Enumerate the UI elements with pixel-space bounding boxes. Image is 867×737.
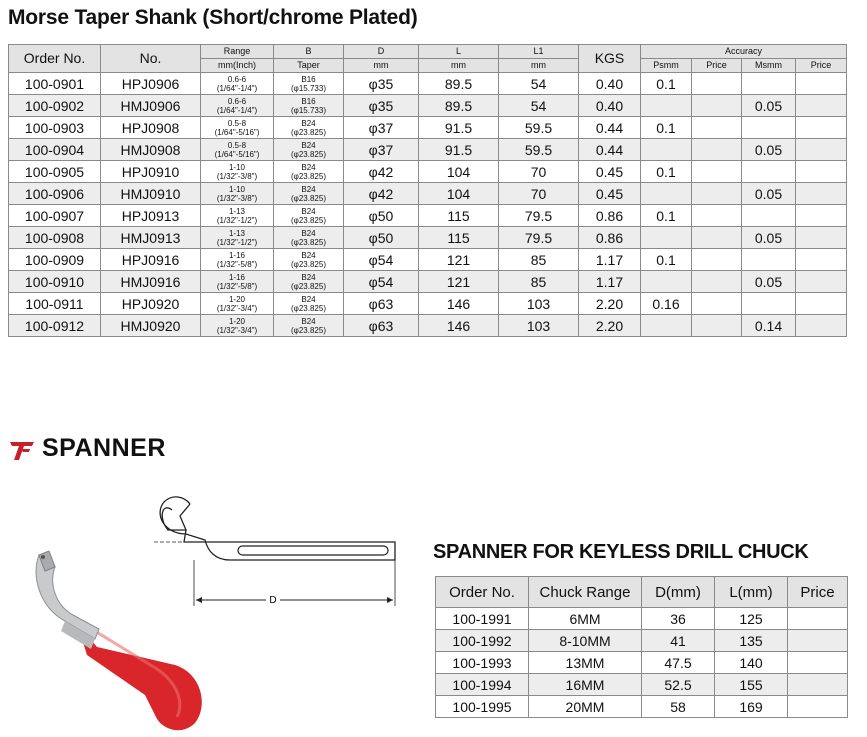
d-cell: φ42	[344, 183, 419, 205]
spanner-range-cell: 6MM	[529, 608, 642, 630]
range-cell-line: (1/32"-1/2")	[216, 215, 258, 225]
l-cell: 146	[419, 315, 499, 337]
taper-cell-line: B24	[301, 184, 316, 194]
table-row	[436, 608, 848, 630]
taper-cell	[274, 95, 344, 117]
range-cell	[201, 117, 274, 139]
l1-cell: 54	[499, 73, 579, 95]
price-cell	[692, 293, 742, 315]
taper-cell	[274, 227, 344, 249]
taper-cell-line: B24	[301, 206, 316, 216]
spanner-range-cell: 13MM	[529, 652, 642, 674]
spanner-d-cell: 52.5	[642, 674, 715, 696]
spanner-order-cell: 100-1993	[436, 652, 529, 674]
spanner-range-cell: 16MM	[529, 674, 642, 696]
l-cell: 104	[419, 183, 499, 205]
psmm-cell	[641, 271, 692, 293]
taper-cell	[274, 249, 344, 271]
page-title: Morse Taper Shank (Short/chrome Plated)	[8, 6, 418, 29]
price-cell	[796, 271, 847, 293]
range-cell	[201, 315, 274, 337]
taper-cell-line: B24	[301, 294, 316, 304]
range-cell-line: 1-20	[228, 294, 245, 304]
price-cell	[692, 95, 742, 117]
l-cell: 115	[419, 227, 499, 249]
range-cell	[201, 183, 274, 205]
l1-cell: 103	[499, 315, 579, 337]
header-price-m: Price	[796, 59, 847, 73]
taper-cell-line: B24	[301, 140, 316, 150]
taper-cell	[274, 271, 344, 293]
price-cell	[692, 161, 742, 183]
table-row	[9, 139, 847, 161]
range-cell-line: (1/32"-1/2")	[216, 237, 258, 247]
price-cell	[796, 117, 847, 139]
table-row	[436, 652, 848, 674]
l1-cell: 70	[499, 183, 579, 205]
kgs-cell: 0.45	[579, 183, 641, 205]
msmm-cell	[742, 205, 796, 227]
table-row	[436, 674, 848, 696]
taper-cell-line: (φ23.825)	[291, 325, 326, 335]
range-cell-line: (1/64"-1/4")	[216, 83, 258, 93]
taper-cell-line: B24	[301, 316, 316, 326]
taper-cell-line: B24	[301, 228, 316, 238]
range-cell-line: 0.6-6	[227, 74, 247, 84]
order-no-cell: 100-0911	[9, 293, 101, 315]
model-no-cell: HPJ0910	[101, 161, 201, 183]
model-no-cell: HPJ0913	[101, 205, 201, 227]
psmm-cell: 0.1	[641, 73, 692, 95]
range-cell-line: (1/32"-3/4")	[216, 303, 258, 313]
order-no-cell: 100-0905	[9, 161, 101, 183]
taper-cell-line: (φ23.825)	[291, 171, 326, 181]
l1-cell: 54	[499, 95, 579, 117]
spanner-heading-text: SPANNER	[42, 434, 166, 462]
header-no: No.	[101, 45, 201, 73]
d-cell: φ42	[344, 161, 419, 183]
l1-cell: 59.5	[499, 139, 579, 161]
spanner-d-cell: 36	[642, 608, 715, 630]
range-cell-line: 0.5-8	[227, 118, 247, 128]
range-cell	[201, 205, 274, 227]
price-cell	[692, 271, 742, 293]
kgs-cell: 1.17	[579, 249, 641, 271]
header-l-unit: mm	[419, 59, 499, 73]
spanner-order-cell: 100-1992	[436, 630, 529, 652]
table-row	[436, 630, 848, 652]
model-no-cell: HPJ0906	[101, 73, 201, 95]
range-cell-line: (1/32"-3/8")	[216, 193, 258, 203]
msmm-cell: 0.14	[742, 315, 796, 337]
spanner-d-cell: 47.5	[642, 652, 715, 674]
msmm-cell	[742, 293, 796, 315]
l1-cell: 85	[499, 249, 579, 271]
price-cell	[692, 117, 742, 139]
header-psmm: Psmm	[641, 59, 692, 73]
d-cell: φ37	[344, 139, 419, 161]
msmm-cell: 0.05	[742, 95, 796, 117]
spanner-l-cell: 155	[715, 674, 788, 696]
taper-cell	[274, 315, 344, 337]
taper-cell-line: B24	[301, 250, 316, 260]
spanner-header-range: Chuck Range	[529, 577, 642, 608]
range-cell-line: (1/32"-3/4")	[216, 325, 258, 335]
range-cell-line: 0.5-8	[227, 140, 247, 150]
psmm-cell: 0.1	[641, 117, 692, 139]
taper-cell	[274, 117, 344, 139]
d-cell: φ37	[344, 117, 419, 139]
price-cell	[796, 205, 847, 227]
taper-cell-line: (φ23.825)	[291, 303, 326, 313]
msmm-cell: 0.05	[742, 139, 796, 161]
model-no-cell: HMJ0920	[101, 315, 201, 337]
spanner-section-heading	[8, 434, 166, 463]
l-cell: 115	[419, 205, 499, 227]
model-no-cell: HMJ0913	[101, 227, 201, 249]
l1-cell: 85	[499, 271, 579, 293]
l-cell: 146	[419, 293, 499, 315]
d-cell: φ50	[344, 227, 419, 249]
spanner-price-cell	[788, 696, 848, 718]
header-b-unit: Taper	[274, 59, 344, 73]
price-cell	[692, 73, 742, 95]
price-cell	[796, 139, 847, 161]
price-cell	[796, 227, 847, 249]
taper-cell	[274, 183, 344, 205]
taper-cell-line: (φ15.733)	[291, 105, 326, 115]
taper-cell-line: (φ23.825)	[291, 127, 326, 137]
header-d: D	[344, 45, 419, 59]
table-row	[9, 249, 847, 271]
range-cell-line: (1/32"-5/8")	[216, 259, 258, 269]
kgs-cell: 0.86	[579, 205, 641, 227]
kgs-cell: 0.45	[579, 161, 641, 183]
range-cell	[201, 73, 274, 95]
taper-cell	[274, 161, 344, 183]
msmm-cell: 0.05	[742, 271, 796, 293]
spanner-order-cell: 100-1995	[436, 696, 529, 718]
order-no-cell: 100-0907	[9, 205, 101, 227]
taper-cell-line: B16	[301, 74, 316, 84]
range-cell-line: (1/64"-5/16")	[214, 149, 260, 159]
l1-cell: 79.5	[499, 227, 579, 249]
taper-cell-line: (φ23.825)	[291, 215, 326, 225]
model-no-cell: HMJ0910	[101, 183, 201, 205]
taper-cell	[274, 139, 344, 161]
kgs-cell: 0.86	[579, 227, 641, 249]
brand-logo-icon	[8, 436, 36, 462]
d-cell: φ54	[344, 271, 419, 293]
range-cell-line: 0.6-6	[227, 96, 247, 106]
taper-cell-line: B24	[301, 162, 316, 172]
kgs-cell: 0.40	[579, 73, 641, 95]
price-cell	[692, 139, 742, 161]
spanner-price-cell	[788, 630, 848, 652]
header-kgs: KGS	[579, 45, 641, 73]
price-cell	[796, 161, 847, 183]
price-cell	[796, 73, 847, 95]
msmm-cell: 0.05	[742, 227, 796, 249]
d-cell: φ50	[344, 205, 419, 227]
range-cell-line: 1-16	[228, 250, 245, 260]
table-row	[9, 271, 847, 293]
spanner-l-cell: 169	[715, 696, 788, 718]
kgs-cell: 2.20	[579, 293, 641, 315]
order-no-cell: 100-0908	[9, 227, 101, 249]
spanner-price-cell	[788, 608, 848, 630]
spanner-table-title: SPANNER FOR KEYLESS DRILL CHUCK	[433, 541, 809, 563]
msmm-cell	[742, 73, 796, 95]
range-cell	[201, 139, 274, 161]
l-cell: 104	[419, 161, 499, 183]
header-d-unit: mm	[344, 59, 419, 73]
l-cell: 121	[419, 271, 499, 293]
l1-cell: 79.5	[499, 205, 579, 227]
l1-cell: 70	[499, 161, 579, 183]
range-cell-line: (1/32"-5/8")	[216, 281, 258, 291]
price-cell	[796, 95, 847, 117]
range-cell-line: 1-13	[228, 206, 245, 216]
taper-cell-line: (φ23.825)	[291, 237, 326, 247]
taper-cell	[274, 293, 344, 315]
taper-cell-line: B24	[301, 272, 316, 282]
price-cell	[796, 183, 847, 205]
d-cell: φ63	[344, 315, 419, 337]
price-cell	[796, 293, 847, 315]
l-cell: 121	[419, 249, 499, 271]
price-cell	[692, 315, 742, 337]
spanner-header-price: Price	[788, 577, 848, 608]
taper-cell-line: (φ23.825)	[291, 193, 326, 203]
d-cell: φ54	[344, 249, 419, 271]
morse-taper-table	[8, 44, 847, 337]
header-l: L	[419, 45, 499, 59]
d-cell: φ63	[344, 293, 419, 315]
psmm-cell	[641, 139, 692, 161]
l-cell: 89.5	[419, 95, 499, 117]
order-no-cell: 100-0910	[9, 271, 101, 293]
table-row	[9, 117, 847, 139]
price-cell	[692, 227, 742, 249]
msmm-cell	[742, 249, 796, 271]
kgs-cell: 0.40	[579, 95, 641, 117]
spanner-l-cell: 135	[715, 630, 788, 652]
header-l1-unit: mm	[499, 59, 579, 73]
taper-cell-line: B24	[301, 118, 316, 128]
taper-cell	[274, 73, 344, 95]
price-cell	[692, 205, 742, 227]
header-range: Range	[201, 45, 274, 59]
table-row	[9, 315, 847, 337]
order-no-cell: 100-0904	[9, 139, 101, 161]
spanner-d-cell: 41	[642, 630, 715, 652]
d-cell: φ35	[344, 95, 419, 117]
taper-cell	[274, 205, 344, 227]
model-no-cell: HPJ0916	[101, 249, 201, 271]
model-no-cell: HMJ0916	[101, 271, 201, 293]
spanner-order-cell: 100-1994	[436, 674, 529, 696]
range-cell-line: (1/32"-3/8")	[216, 171, 258, 181]
kgs-cell: 0.44	[579, 117, 641, 139]
l-cell: 89.5	[419, 73, 499, 95]
spanner-l-cell: 140	[715, 652, 788, 674]
kgs-cell: 1.17	[579, 271, 641, 293]
price-cell	[692, 183, 742, 205]
header-price-p: Price	[692, 59, 742, 73]
psmm-cell: 0.16	[641, 293, 692, 315]
table-row	[436, 696, 848, 718]
table-row	[9, 227, 847, 249]
range-cell-line: (1/64"-1/4")	[216, 105, 258, 115]
msmm-cell	[742, 161, 796, 183]
table-row	[9, 73, 847, 95]
taper-cell-line: (φ23.825)	[291, 149, 326, 159]
range-cell-line: 1-20	[228, 316, 245, 326]
range-cell	[201, 95, 274, 117]
l1-cell: 103	[499, 293, 579, 315]
price-cell	[796, 315, 847, 337]
table-row	[9, 205, 847, 227]
msmm-cell	[742, 117, 796, 139]
spanner-order-cell: 100-1991	[436, 608, 529, 630]
order-no-cell: 100-0903	[9, 117, 101, 139]
table-row	[9, 293, 847, 315]
header-range-unit: mm(Inch)	[201, 59, 274, 73]
model-no-cell: HMJ0908	[101, 139, 201, 161]
order-no-cell: 100-0909	[9, 249, 101, 271]
range-cell-line: 1-16	[228, 272, 245, 282]
l-cell: 91.5	[419, 139, 499, 161]
psmm-cell: 0.1	[641, 161, 692, 183]
l-cell: 91.5	[419, 117, 499, 139]
psmm-cell	[641, 227, 692, 249]
spanner-header-l: L(mm)	[715, 577, 788, 608]
header-accuracy: Accuracy	[641, 45, 847, 59]
kgs-cell: 0.44	[579, 139, 641, 161]
order-no-cell: 100-0902	[9, 95, 101, 117]
header-order-no: Order No.	[9, 45, 101, 73]
header-b: B	[274, 45, 344, 59]
table-row	[9, 95, 847, 117]
price-cell	[692, 249, 742, 271]
psmm-cell: 0.1	[641, 205, 692, 227]
spanner-l-cell: 125	[715, 608, 788, 630]
l1-cell: 59.5	[499, 117, 579, 139]
psmm-cell	[641, 95, 692, 117]
table-row	[9, 183, 847, 205]
header-msmm: Msmm	[742, 59, 796, 73]
order-no-cell: 100-0901	[9, 73, 101, 95]
d-cell: φ35	[344, 73, 419, 95]
psmm-cell	[641, 183, 692, 205]
range-cell	[201, 293, 274, 315]
model-no-cell: HPJ0908	[101, 117, 201, 139]
model-no-cell: HPJ0920	[101, 293, 201, 315]
kgs-cell: 2.20	[579, 315, 641, 337]
taper-cell-line: (φ23.825)	[291, 281, 326, 291]
price-cell	[796, 249, 847, 271]
range-cell	[201, 271, 274, 293]
range-cell-line: 1-10	[228, 162, 245, 172]
spanner-range-cell: 20MM	[529, 696, 642, 718]
spanner-table	[435, 576, 848, 718]
order-no-cell: 100-0912	[9, 315, 101, 337]
range-cell-line: (1/64"-5/16")	[214, 127, 260, 137]
range-cell-line: 1-13	[228, 228, 245, 238]
taper-cell-line: (φ15.733)	[291, 83, 326, 93]
spanner-photo	[25, 535, 210, 735]
range-cell	[201, 249, 274, 271]
table-row	[9, 161, 847, 183]
range-cell	[201, 227, 274, 249]
spanner-header-d: D(mm)	[642, 577, 715, 608]
model-no-cell: HMJ0906	[101, 95, 201, 117]
range-cell	[201, 161, 274, 183]
spanner-d-cell: 58	[642, 696, 715, 718]
range-cell-line: 1-10	[228, 184, 245, 194]
spanner-price-cell	[788, 652, 848, 674]
taper-cell-line: (φ23.825)	[291, 259, 326, 269]
psmm-cell: 0.1	[641, 249, 692, 271]
header-l1: L1	[499, 45, 579, 59]
dimension-label: D	[269, 595, 277, 606]
order-no-cell: 100-0906	[9, 183, 101, 205]
psmm-cell	[641, 315, 692, 337]
msmm-cell: 0.05	[742, 183, 796, 205]
spanner-price-cell	[788, 674, 848, 696]
taper-cell-line: B16	[301, 96, 316, 106]
spanner-header-order: Order No.	[436, 577, 529, 608]
spanner-range-cell: 8-10MM	[529, 630, 642, 652]
